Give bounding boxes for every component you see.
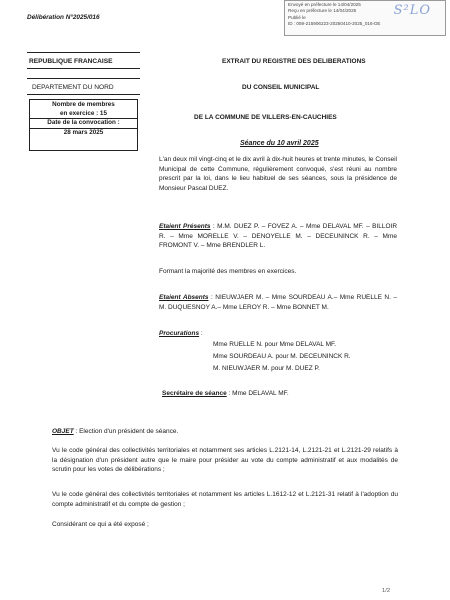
presents-label: Etaient Présents bbox=[159, 223, 211, 230]
vu-paragraph-1: Vu le code général des collectivités territoriales et notamment ses articles L.2121-14, L.2121-21 et L.2121-29 relatifs à la désignation d'un président autre que le maire pour présider au vote du compte administratif et aux modalités de scrutin pour les votes de délibérations ; bbox=[52, 447, 398, 474]
procuration-item: Mme RUELLE N. pour Mme DELAVAL MF. bbox=[213, 341, 337, 348]
procurations-colon: : bbox=[199, 330, 203, 337]
stamp-line: Envoyé en préfecture le 14/04/2025 bbox=[288, 2, 361, 7]
deliberation-number: Délibération N°2025/016 bbox=[27, 14, 100, 21]
absents-paragraph bbox=[159, 293, 397, 312]
objet-line bbox=[52, 428, 178, 435]
members-count: en exercice : 15 bbox=[60, 109, 107, 117]
absents-label: Etaient Absents bbox=[159, 294, 209, 301]
procuration-item: M. NIEUWJAER M. pour M. DUEZ P. bbox=[213, 365, 320, 372]
presents-list: : M.M. DUEZ P. – FOVEZ A. – Mme DELAVAL MF. – BILLOIR R. – Mme MORELLE V. – DENOYELLE M. – DECEUNINCK R. – Mme FROMONT V. – Mme BRENDLER L. bbox=[159, 223, 398, 250]
absents-list: : NIEUWJAER M. – Mme SOURDEAU A.– Mme RUELLE N. – M. DUQUESNOY A.– Mme LEROY R. – Mme BONNET M. bbox=[159, 294, 397, 311]
s2lo-logo: S²LO bbox=[393, 3, 431, 18]
extrait-heading: EXTRAIT DU REGISTRE DES DELIBERATIONS bbox=[222, 58, 366, 65]
considerant-paragraph: Considérant ce qui a été exposé ; bbox=[52, 521, 149, 528]
departement-heading: DEPARTEMENT DU NORD bbox=[32, 84, 114, 91]
intro-paragraph: L'an deux mil vingt-cinq et le dix avril à dix-huit heures et trente minutes, le Conseil Municipal de cette Commune, régulièrement convoqué, s'est réuni au nombre prescrit par la loi, dans le lieu habituel de ses séances, sous la présidence de Monsieur Pascal DUEZ. bbox=[159, 156, 397, 192]
members-box bbox=[29, 99, 138, 151]
procurations-heading bbox=[159, 330, 203, 337]
stamp-line: Reçu en préfecture le 14/04/2025 bbox=[288, 8, 357, 14]
divider bbox=[27, 78, 140, 79]
objet-text: : Election d'un président de séance. bbox=[73, 428, 179, 435]
objet-label: OBJET bbox=[52, 428, 74, 435]
convocation-label: Date de la convocation : bbox=[47, 119, 120, 126]
stamp-line: ID : 059-215906223-20250410-2025_016-DE bbox=[288, 20, 381, 26]
secretaire-label: Secrétaire de séance bbox=[162, 390, 227, 397]
presents-paragraph bbox=[159, 222, 397, 251]
republique-heading: REPUBLIQUE FRANCAISE bbox=[29, 58, 113, 65]
divider bbox=[27, 68, 140, 69]
members-label: Nombre de membres bbox=[52, 101, 115, 108]
divider bbox=[27, 94, 140, 95]
procurations-label: Procurations bbox=[159, 330, 200, 337]
stamp-line: Publié le bbox=[288, 14, 306, 20]
convocation-date: 28 mars 2025 bbox=[63, 128, 104, 136]
majorite-paragraph: Formant la majorité des membres en exercices. bbox=[159, 268, 297, 275]
commune-heading: DE LA COMMUNE DE VILLERS-EN-CAUCHIES bbox=[194, 114, 337, 121]
transmission-stamp bbox=[284, 0, 446, 36]
secretaire-name: : Mme DELAVAL MF. bbox=[226, 390, 289, 397]
conseil-heading: DU CONSEIL MUNICIPAL bbox=[242, 84, 320, 91]
secretaire-line bbox=[162, 390, 289, 397]
seance-date: Séance du 10 avril 2025 bbox=[240, 140, 319, 147]
page-number: 1/2 bbox=[382, 588, 391, 594]
vu-paragraph-2: Vu le code général des collectivités territoriales et notamment les articles L.1612-12 et L.2121-31 relatif à l'adoption du compte administratif et du compte de gestion ; bbox=[52, 491, 398, 508]
procuration-item: Mme SOURDEAU A. pour M. DECEUNINCK R. bbox=[213, 353, 351, 360]
divider bbox=[27, 52, 140, 53]
